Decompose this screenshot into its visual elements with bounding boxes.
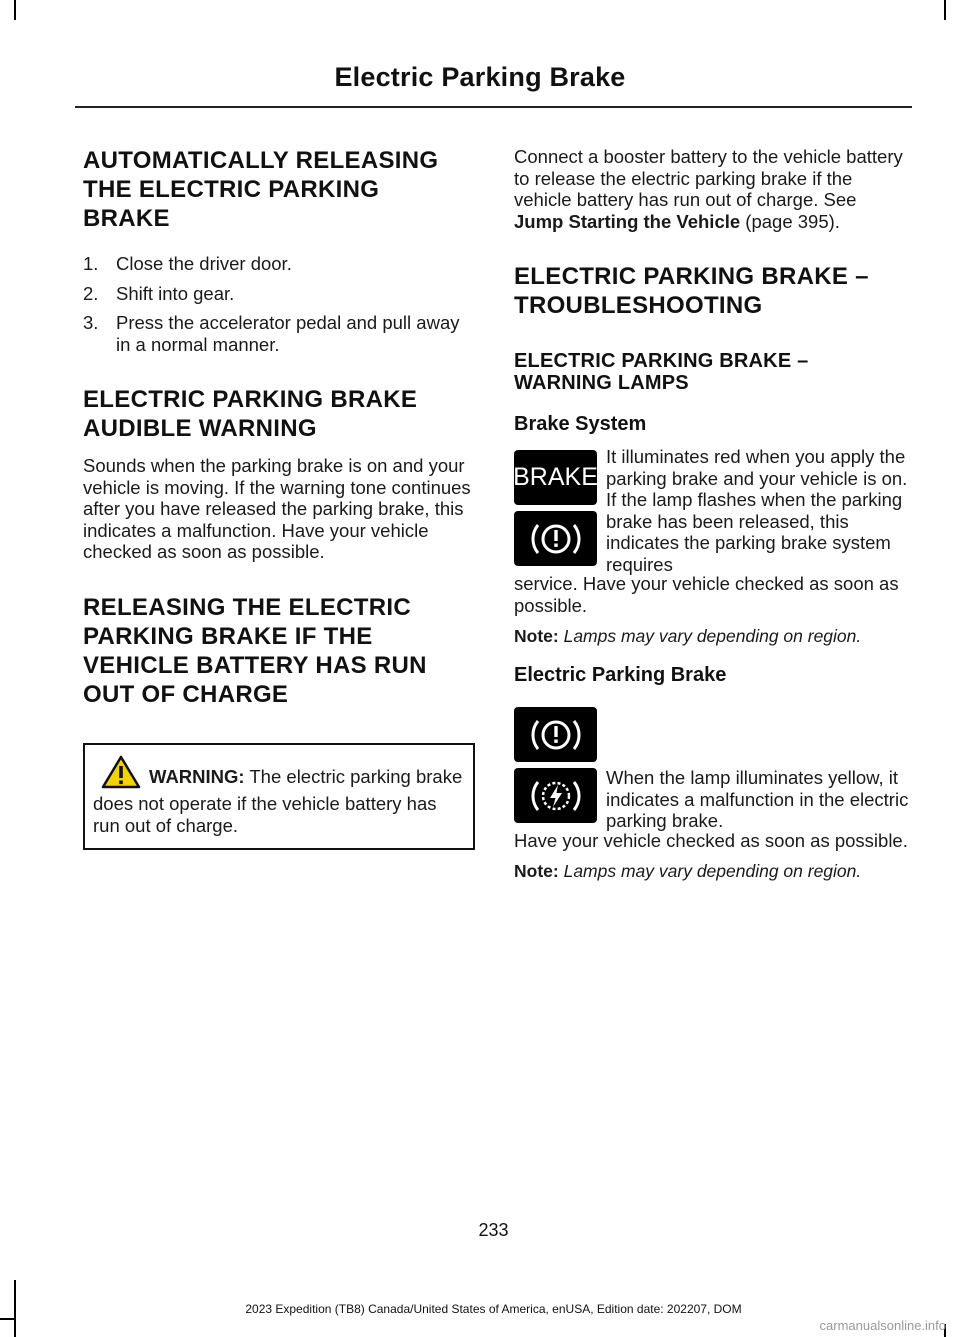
audible-warning-heading: ELECTRIC PARKING BRAKE AUDIBLE WARNING xyxy=(83,386,418,442)
page-header-title: Electric Parking Brake xyxy=(334,62,626,92)
warning-lamps-subheading: ELECTRIC PARKING BRAKE – WARNING LAMPS xyxy=(514,350,809,394)
brake-system-title: Brake System xyxy=(514,413,647,435)
step-item: 1. Close the driver door. xyxy=(83,253,292,274)
jump-start-link[interactable]: Jump Starting the Vehicle xyxy=(514,210,741,232)
audible-warning-body: Sounds when the parking brake is on and your vehicle is moving. If the warning tone continues after you have released the parking brake, this indicates a malfunction. Have your vehicle checked as soon as possible. xyxy=(83,455,471,562)
epb-desc: When the lamp illuminates yellow, it indicates a malfunction in the electric parking brake. xyxy=(606,767,909,831)
booster-paragraph: Connect a booster battery to the vehicle battery to release the electric parking brake if the vehicle battery has run out of charge. See Jump Starting the Vehicle (page 395). xyxy=(514,146,903,232)
epb-malfunction-icon xyxy=(514,768,597,823)
brake-system-desc-cont: service. Have your vehicle checked as soon as possible. xyxy=(514,573,899,616)
step-item: 2. Shift into gear. xyxy=(83,282,235,304)
epb-lamp-block xyxy=(514,707,909,832)
header-rule xyxy=(75,106,912,108)
edition-line: 2023 Expedition (TB8) Canada/United States of America, enUSA, Edition date: 202207, DOM xyxy=(245,1302,742,1316)
crop-mark-bottom-left-h xyxy=(0,1318,16,1320)
brake-system-lamp-block xyxy=(513,446,909,575)
brake-system-desc: It illuminates red when you apply the parking brake and your vehicle is on. If the lamp flashes when the parking brake has been released, this indicates the parking brake system requires xyxy=(606,446,908,575)
auto-release-heading: AUTOMATICALLY RELEASING THE ELECTRIC PARKING BRAKE xyxy=(83,147,439,232)
battery-release-heading: RELEASING THE ELECTRIC PARKING BRAKE IF THE VEHICLE BATTERY HAS RUN OUT OF CHARGE xyxy=(83,593,427,708)
warning-label: WARNING: xyxy=(149,765,245,787)
brake-system-lamps xyxy=(514,450,606,575)
warning-text xyxy=(93,755,465,837)
epb-note: Note: Lamps may vary depending on region. xyxy=(514,861,862,881)
watermark: carmanualsonline.info xyxy=(819,1318,946,1333)
epb-title: Electric Parking Brake xyxy=(514,664,727,686)
left-column xyxy=(83,146,475,850)
brake-system-note: Note: Lamps may vary depending on region. xyxy=(514,626,862,646)
warning-triangle-icon xyxy=(101,755,141,794)
crop-mark-top-right xyxy=(944,0,946,20)
epb-desc-cont: Have your vehicle checked as soon as possible. xyxy=(514,829,908,851)
parking-brake-circle-icon xyxy=(514,707,597,762)
crop-mark-top-left xyxy=(14,0,16,20)
troubleshooting-heading: ELECTRIC PARKING BRAKE – TROUBLESHOOTING xyxy=(514,263,869,319)
right-column xyxy=(514,146,909,882)
step-item: 3. Press the accelerator pedal and pull away in a normal manner. xyxy=(83,312,460,355)
page-number: 233 xyxy=(478,1220,509,1240)
brake-text-lamp-icon: BRAKE xyxy=(514,450,597,505)
parking-brake-circle-icon xyxy=(514,511,597,566)
warning-box xyxy=(83,743,475,851)
auto-release-steps xyxy=(83,253,475,355)
epb-lamps xyxy=(514,707,606,832)
warning-body: The electric parking brake does not operate if the vehicle battery has run out of charge. xyxy=(93,765,463,836)
